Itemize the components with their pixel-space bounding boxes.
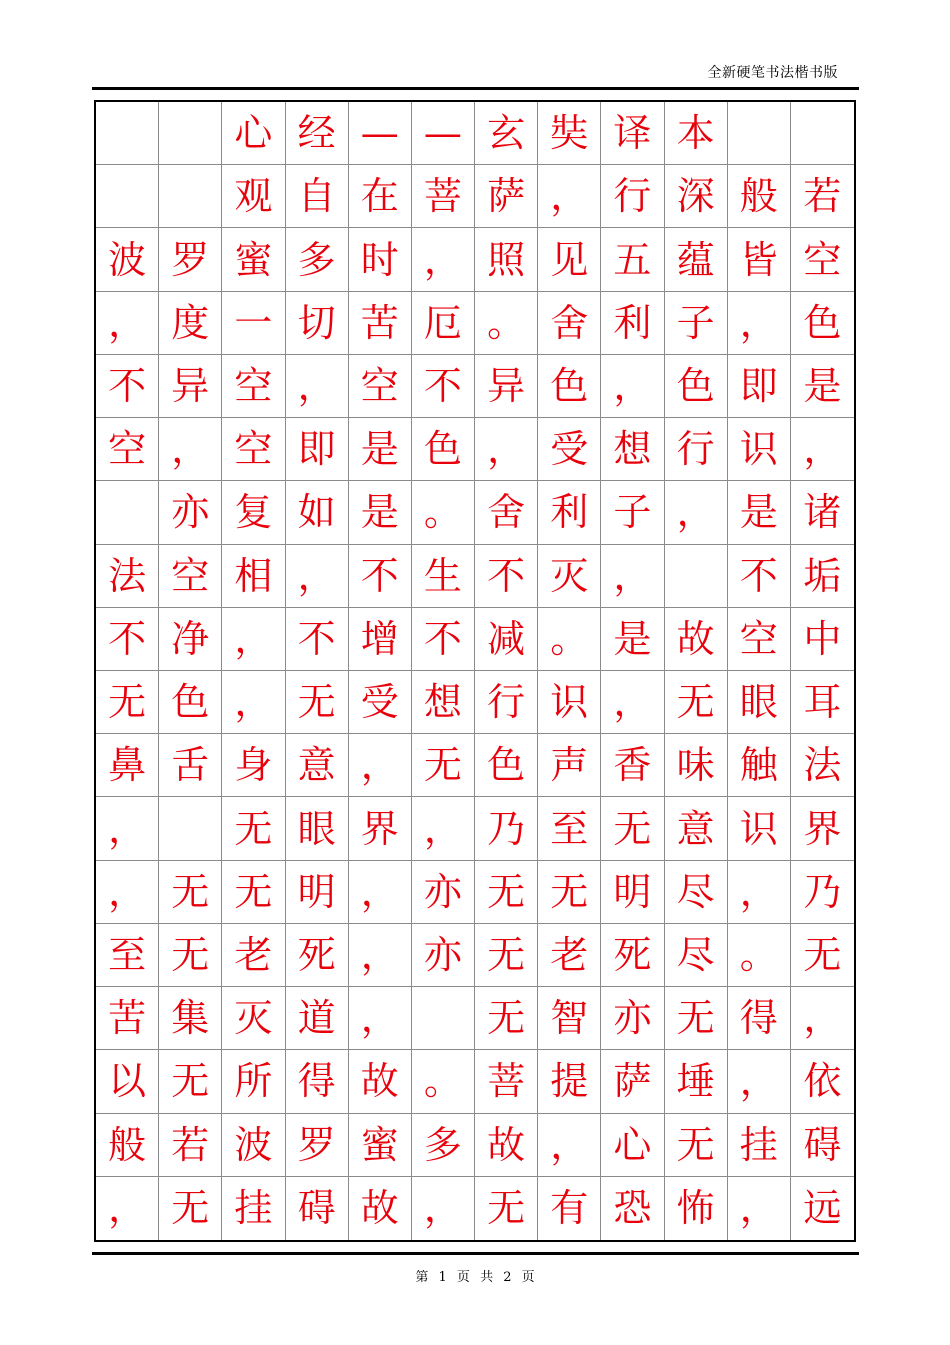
grid-cell: 不 bbox=[412, 608, 475, 671]
grid-cell: 行 bbox=[665, 418, 728, 481]
grid-cell: 行 bbox=[601, 165, 664, 228]
grid-cell bbox=[412, 987, 475, 1050]
grid-cell: 故 bbox=[349, 1177, 412, 1240]
grid-cell: 无 bbox=[222, 797, 285, 860]
grid-cell: 净 bbox=[159, 608, 222, 671]
grid-cell: 亦 bbox=[412, 924, 475, 987]
grid-cell: 亦 bbox=[159, 481, 222, 544]
grid-cell: 一 bbox=[222, 292, 285, 355]
page-current: 1 bbox=[438, 1270, 447, 1285]
grid-cell: 般 bbox=[728, 165, 791, 228]
grid-cell: 意 bbox=[665, 797, 728, 860]
grid-cell: 身 bbox=[222, 734, 285, 797]
grid-cell: 波 bbox=[96, 228, 159, 291]
grid-cell bbox=[96, 165, 159, 228]
grid-cell: 空 bbox=[349, 355, 412, 418]
grid-cell: 行 bbox=[475, 671, 538, 734]
grid-cell: 自 bbox=[286, 165, 349, 228]
grid-cell: 蕴 bbox=[665, 228, 728, 291]
grid-cell: 不 bbox=[96, 608, 159, 671]
grid-cell: 在 bbox=[349, 165, 412, 228]
grid-cell: ， bbox=[791, 418, 854, 481]
grid-cell: 至 bbox=[538, 797, 601, 860]
grid-cell: 垢 bbox=[791, 545, 854, 608]
header-rule bbox=[92, 87, 859, 90]
grid-cell: 眼 bbox=[728, 671, 791, 734]
grid-cell: 无 bbox=[412, 734, 475, 797]
writing-grid bbox=[94, 100, 856, 1242]
grid-cell: 空 bbox=[96, 418, 159, 481]
grid-cell: 皆 bbox=[728, 228, 791, 291]
grid-cell: 空 bbox=[222, 355, 285, 418]
grid-cell: 故 bbox=[349, 1050, 412, 1113]
grid-cell: 本 bbox=[665, 102, 728, 165]
grid-cell: 集 bbox=[159, 987, 222, 1050]
grid-cell: 耳 bbox=[791, 671, 854, 734]
grid-cell: — bbox=[412, 102, 475, 165]
grid-cell: 度 bbox=[159, 292, 222, 355]
grid-cell: 法 bbox=[96, 545, 159, 608]
grid-cell bbox=[96, 102, 159, 165]
grid-cell: 老 bbox=[222, 924, 285, 987]
grid-cell: 灭 bbox=[538, 545, 601, 608]
grid-cell: ， bbox=[349, 987, 412, 1050]
grid-cell: 无 bbox=[222, 861, 285, 924]
grid-cell: ， bbox=[96, 861, 159, 924]
grid-cell: ， bbox=[538, 1114, 601, 1177]
grid-cell: 声 bbox=[538, 734, 601, 797]
grid-cell: 译 bbox=[601, 102, 664, 165]
grid-cell: ， bbox=[96, 1177, 159, 1240]
grid-cell: 所 bbox=[222, 1050, 285, 1113]
grid-cell: 即 bbox=[286, 418, 349, 481]
grid-cell: 至 bbox=[96, 924, 159, 987]
grid-cell: ， bbox=[349, 734, 412, 797]
grid-cell bbox=[665, 545, 728, 608]
grid-cell: 菩 bbox=[412, 165, 475, 228]
grid-cell: 无 bbox=[96, 671, 159, 734]
grid-cell: 界 bbox=[349, 797, 412, 860]
grid-cell: ， bbox=[286, 545, 349, 608]
grid-cell bbox=[159, 102, 222, 165]
grid-cell: 无 bbox=[791, 924, 854, 987]
footer-rule bbox=[92, 1252, 859, 1255]
grid-cell: 尽 bbox=[665, 924, 728, 987]
grid-cell: ， bbox=[601, 545, 664, 608]
grid-cell bbox=[96, 481, 159, 544]
grid-cell: 切 bbox=[286, 292, 349, 355]
grid-cell: 时 bbox=[349, 228, 412, 291]
grid-cell: 无 bbox=[475, 1177, 538, 1240]
grid-cell: 若 bbox=[159, 1114, 222, 1177]
grid-cell: 多 bbox=[286, 228, 349, 291]
page-total: 2 bbox=[503, 1270, 512, 1285]
grid-cell: ， bbox=[728, 1050, 791, 1113]
grid-cell: 苦 bbox=[349, 292, 412, 355]
grid-cell: 想 bbox=[601, 418, 664, 481]
grid-cell: 想 bbox=[412, 671, 475, 734]
grid-cell: 无 bbox=[475, 861, 538, 924]
grid-cell: 界 bbox=[791, 797, 854, 860]
grid-cell: 。 bbox=[412, 481, 475, 544]
grid-cell: 。 bbox=[728, 924, 791, 987]
total-label: 共 bbox=[480, 1270, 494, 1285]
grid-cell: 怖 bbox=[665, 1177, 728, 1240]
grid-cell: 般 bbox=[96, 1114, 159, 1177]
grid-cell: ， bbox=[412, 1177, 475, 1240]
grid-cell: 无 bbox=[159, 861, 222, 924]
grid-cell: 远 bbox=[803, 1186, 842, 1231]
grid-cell: ， bbox=[222, 671, 285, 734]
grid-cell: 空 bbox=[791, 228, 854, 291]
grid-cell: 不 bbox=[728, 545, 791, 608]
grid-cell: 有 bbox=[538, 1177, 601, 1240]
grid-cell: 尽 bbox=[665, 861, 728, 924]
grid-cell: 照 bbox=[475, 228, 538, 291]
grid-cell: 香 bbox=[601, 734, 664, 797]
grid-cell: 死 bbox=[601, 924, 664, 987]
grid-cell: 舌 bbox=[159, 734, 222, 797]
grid-cell: 厄 bbox=[412, 292, 475, 355]
grid-cell: 即 bbox=[728, 355, 791, 418]
grid-cell: 明 bbox=[601, 861, 664, 924]
grid-cell: 是 bbox=[349, 418, 412, 481]
grid-cell: 无 bbox=[159, 924, 222, 987]
grid-cell: 诸 bbox=[791, 481, 854, 544]
grid-cell: 。 bbox=[412, 1050, 475, 1113]
grid-cell: ， bbox=[412, 797, 475, 860]
grid-cell: 色 bbox=[159, 671, 222, 734]
grid-cell: 中 bbox=[791, 608, 854, 671]
grid-cell: 心 bbox=[601, 1114, 664, 1177]
grid-cell: 蜜 bbox=[222, 228, 285, 291]
grid-cell: 不 bbox=[286, 608, 349, 671]
grid-cell: ， bbox=[286, 355, 349, 418]
grid-cell: 玄 bbox=[475, 102, 538, 165]
grid-cell: ， bbox=[222, 608, 285, 671]
page-unit: 页 bbox=[456, 1270, 470, 1285]
grid-cell: ， bbox=[96, 797, 159, 860]
grid-cell: 无 bbox=[159, 1050, 222, 1113]
grid-cell: 。 bbox=[538, 608, 601, 671]
grid-cell: 色 bbox=[665, 355, 728, 418]
grid-cell: ， bbox=[349, 861, 412, 924]
grid-cell: 苦 bbox=[96, 987, 159, 1050]
grid-cell: 。 bbox=[475, 292, 538, 355]
grid-cell: 利 bbox=[538, 481, 601, 544]
grid-cell: 味 bbox=[665, 734, 728, 797]
grid-cell: ， bbox=[601, 671, 664, 734]
grid-cell: 复 bbox=[222, 481, 285, 544]
grid-cell: 触 bbox=[728, 734, 791, 797]
grid-cell: ， bbox=[96, 292, 159, 355]
grid-cell: 是 bbox=[349, 481, 412, 544]
grid-cell: 得 bbox=[728, 987, 791, 1050]
grid-cell: 无 bbox=[538, 861, 601, 924]
grid-cell: 灭 bbox=[222, 987, 285, 1050]
grid-cell: 萨 bbox=[475, 165, 538, 228]
grid-cell bbox=[159, 797, 222, 860]
grid-cell: 舍 bbox=[538, 292, 601, 355]
grid-cell: 相 bbox=[222, 545, 285, 608]
grid-cell: 受 bbox=[538, 418, 601, 481]
grid-cell: ， bbox=[475, 418, 538, 481]
grid-cell: 得 bbox=[286, 1050, 349, 1113]
grid-cell: 不 bbox=[349, 545, 412, 608]
grid-cell: ， bbox=[538, 165, 601, 228]
total-unit: 页 bbox=[521, 1270, 535, 1285]
grid-cell: 色 bbox=[791, 292, 854, 355]
grid-cell: 若 bbox=[791, 165, 854, 228]
grid-cell: 乃 bbox=[475, 797, 538, 860]
grid-cell: 五 bbox=[601, 228, 664, 291]
grid-cell: 道 bbox=[286, 987, 349, 1050]
grid-cell: 无 bbox=[475, 924, 538, 987]
grid-cell: 无 bbox=[159, 1177, 222, 1240]
grid-cell: 恐 bbox=[601, 1177, 664, 1240]
grid-cell: 增 bbox=[349, 608, 412, 671]
grid-cell: 见 bbox=[538, 228, 601, 291]
grid-cell: 识 bbox=[728, 418, 791, 481]
grid-cell: 波 bbox=[222, 1114, 285, 1177]
grid-cell: 空 bbox=[728, 608, 791, 671]
grid-cell: 意 bbox=[286, 734, 349, 797]
grid-cell: 碍 bbox=[286, 1177, 349, 1240]
grid-cell: 色 bbox=[412, 418, 475, 481]
grid-cell: 不 bbox=[412, 355, 475, 418]
page-label: 第 bbox=[415, 1270, 429, 1285]
grid-cell: 乃 bbox=[791, 861, 854, 924]
grid-cell: ， bbox=[728, 292, 791, 355]
grid-cell: 异 bbox=[475, 355, 538, 418]
grid-cell: 明 bbox=[286, 861, 349, 924]
grid-cell: 罗 bbox=[159, 228, 222, 291]
grid-cell: 奘 bbox=[538, 102, 601, 165]
grid-cell: 蜜 bbox=[349, 1114, 412, 1177]
grid-cell bbox=[791, 102, 854, 165]
grid-cell: 法 bbox=[791, 734, 854, 797]
grid-cell: 无 bbox=[601, 797, 664, 860]
grid-cell: 舍 bbox=[475, 481, 538, 544]
grid-cell: 鼻 bbox=[96, 734, 159, 797]
grid-cell: 空 bbox=[222, 418, 285, 481]
grid-cell: 依 bbox=[791, 1050, 854, 1113]
grid-cell: 利 bbox=[601, 292, 664, 355]
grid-cell: 是 bbox=[728, 481, 791, 544]
grid-cell: 心 bbox=[222, 102, 285, 165]
grid-cell: 老 bbox=[538, 924, 601, 987]
grid-cell: 无 bbox=[286, 671, 349, 734]
grid-cell: 碍 bbox=[791, 1114, 854, 1177]
grid-cell: 观 bbox=[222, 165, 285, 228]
document-title: 全新硬笔书法楷书版 bbox=[707, 65, 838, 81]
grid-cell: 以 bbox=[96, 1050, 159, 1113]
grid-cell: 子 bbox=[665, 292, 728, 355]
grid-cell: 萨 bbox=[601, 1050, 664, 1113]
grid-cell: ， bbox=[728, 861, 791, 924]
grid-cell: 不 bbox=[96, 355, 159, 418]
grid-cell: 无 bbox=[665, 987, 728, 1050]
grid-cell: ， bbox=[159, 418, 222, 481]
grid-cell: 识 bbox=[728, 797, 791, 860]
grid-cell: 减 bbox=[475, 608, 538, 671]
grid-cell: 色 bbox=[538, 355, 601, 418]
grid-cell: 故 bbox=[665, 608, 728, 671]
grid-cell: 深 bbox=[665, 165, 728, 228]
grid-cell: 菩 bbox=[475, 1050, 538, 1113]
grid-cell: ， bbox=[665, 481, 728, 544]
grid-cell bbox=[159, 165, 222, 228]
grid-cell: 死 bbox=[286, 924, 349, 987]
grid-cell: 受 bbox=[349, 671, 412, 734]
grid-cell: 无 bbox=[665, 671, 728, 734]
grid-cell: 识 bbox=[538, 671, 601, 734]
grid-cell: 生 bbox=[412, 545, 475, 608]
grid-cell: 挂 bbox=[728, 1114, 791, 1177]
grid-cell: 是 bbox=[791, 355, 854, 418]
grid-cell: — bbox=[349, 102, 412, 165]
grid-cell: 无 bbox=[475, 987, 538, 1050]
grid-cell: 子 bbox=[601, 481, 664, 544]
grid-cell: 多 bbox=[412, 1114, 475, 1177]
grid-cell: 智 bbox=[538, 987, 601, 1050]
grid-cell: 不 bbox=[475, 545, 538, 608]
grid-cell: 异 bbox=[159, 355, 222, 418]
grid-cell: 提 bbox=[538, 1050, 601, 1113]
grid-cell: 色 bbox=[475, 734, 538, 797]
grid-cell: 亦 bbox=[601, 987, 664, 1050]
grid-cell: 无 bbox=[665, 1114, 728, 1177]
grid-cell: 罗 bbox=[286, 1114, 349, 1177]
grid-cell: ， bbox=[791, 987, 854, 1050]
grid-cell: 空 bbox=[159, 545, 222, 608]
grid-cell: 眼 bbox=[286, 797, 349, 860]
grid-cell: ， bbox=[412, 228, 475, 291]
grid-cell: 挂 bbox=[222, 1177, 285, 1240]
grid-cell: 故 bbox=[475, 1114, 538, 1177]
page-footer bbox=[0, 1266, 950, 1285]
grid-cell: 如 bbox=[286, 481, 349, 544]
grid-cell: 亦 bbox=[412, 861, 475, 924]
grid-cell: ， bbox=[728, 1177, 791, 1240]
grid-cell: 埵 bbox=[665, 1050, 728, 1113]
grid-cell: 是 bbox=[601, 608, 664, 671]
grid-cell bbox=[728, 102, 791, 165]
grid-cell: ， bbox=[349, 924, 412, 987]
grid-cell: 经 bbox=[286, 102, 349, 165]
grid-cell: ， bbox=[601, 355, 664, 418]
